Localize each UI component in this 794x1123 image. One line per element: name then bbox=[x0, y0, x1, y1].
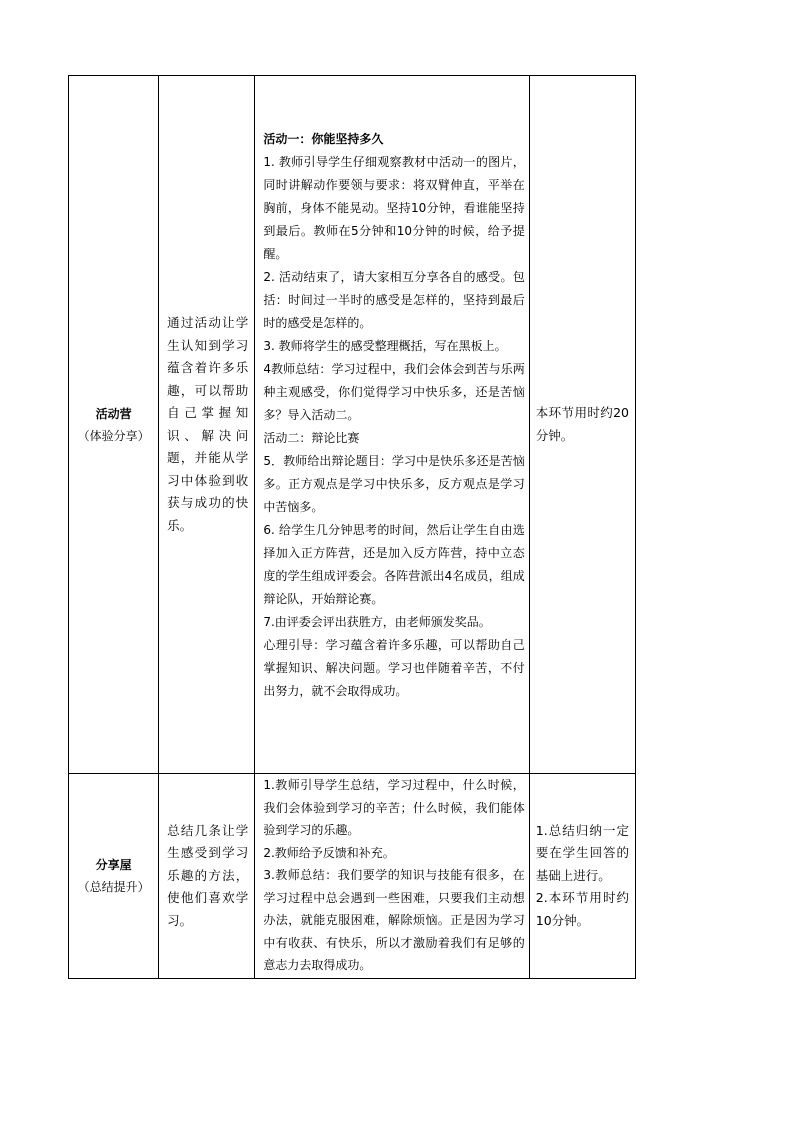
goal-text: 总结几条让学生感受到学习乐趣的方法，使他们喜欢学习。 bbox=[167, 822, 249, 928]
process-heading: 活动二：辩论比赛 bbox=[263, 431, 360, 445]
note-cell bbox=[529, 774, 635, 979]
stage-cell bbox=[69, 774, 159, 979]
stage-cell bbox=[69, 76, 159, 774]
process-step: 3. 教师将学生的感受整理概括，写在黑板上。 bbox=[263, 339, 507, 353]
goal-cell bbox=[159, 774, 255, 979]
stage-subtitle: （体验分享） bbox=[77, 428, 150, 443]
stage-name: 活动营 bbox=[95, 406, 132, 421]
process-step: 4教师总结：学习过程中，我们会体会到苦与乐两种主观感受，你们觉得学习中快乐多，还是苦恼多？导入活动二。 bbox=[263, 362, 525, 422]
process-cell bbox=[255, 774, 529, 979]
process-step: 2.教师给予反馈和补充。 bbox=[263, 845, 395, 860]
lesson-plan-table bbox=[68, 75, 636, 979]
process-cell bbox=[255, 76, 529, 774]
process-step: 3.教师总结：我们要学的知识与技能有很多，在学习过程中总会遇到一些困难，只要我们主动想办法，就能克服困难，解除烦恼。正是因为学习中有收获、有快乐，所以才激励着我们有足够的意志力去取得成功。 bbox=[263, 868, 525, 972]
process-step: 1. 教师引导学生仔细观察教材中活动一的图片，同时讲解动作要领与要求：将双臂伸直，平举在胸前，身体不能晃动。坚持10分钟，看谁能坚持到最后。教师在5分钟和10分钟的时候，给予提醒。 bbox=[263, 155, 525, 261]
goal-text: 通过活动让学生认知到学习蕴含着许多乐趣，可以帮助自己掌握知识、解决问题，并能从学习中体验到收获与成功的快乐。 bbox=[167, 315, 249, 533]
stage-subtitle: （总结提升） bbox=[77, 880, 150, 894]
process-step: 7.由评委会评出获胜方，由老师颁发奖品。 bbox=[263, 615, 491, 629]
process-step: 5．教师给出辩论题目：学习中是快乐多还是苦恼多。正方观点是学习中快乐多，反方观点是学习中苦恼多。 bbox=[263, 454, 525, 514]
process-guidance: 心理引导：学习蕴含着许多乐趣，可以帮助自己掌握知识、解决问题。学习也伴随着辛苦，不付出努力，就不会取得成功。 bbox=[263, 638, 525, 698]
note-text: 1.总结归纳一定要在学生回答的基础上进行。 2.本环节用时约10分钟。 bbox=[535, 822, 629, 928]
process-heading: 活动一：你能坚持多久 bbox=[263, 132, 384, 146]
process-step: 6. 给学生几分钟思考的时间，然后让学生自由选择加入正方阵营，还是加入反方阵营，持中立态度的学生组成评委会。各阵营派出4名成员，组成辩论队，开始辩论赛。 bbox=[263, 523, 525, 606]
goal-cell bbox=[159, 76, 255, 774]
note-cell bbox=[529, 76, 635, 774]
process-step: 1.教师引导学生总结，学习过程中，什么时候，我们会体验到学习的辛苦；什么时候，我们能体验到学习的乐趣。 bbox=[263, 778, 525, 837]
process-step: 2. 活动结束了，请大家相互分享各自的感受。包括：时间过一半时的感受是怎样的，坚持到最后时的感受是怎样的。 bbox=[263, 270, 525, 330]
table-row-share bbox=[69, 774, 636, 979]
stage-name: 分享屋 bbox=[95, 858, 132, 872]
table-row-activity bbox=[69, 76, 636, 774]
note-text: 本环节用时约20分钟。 bbox=[535, 405, 629, 443]
